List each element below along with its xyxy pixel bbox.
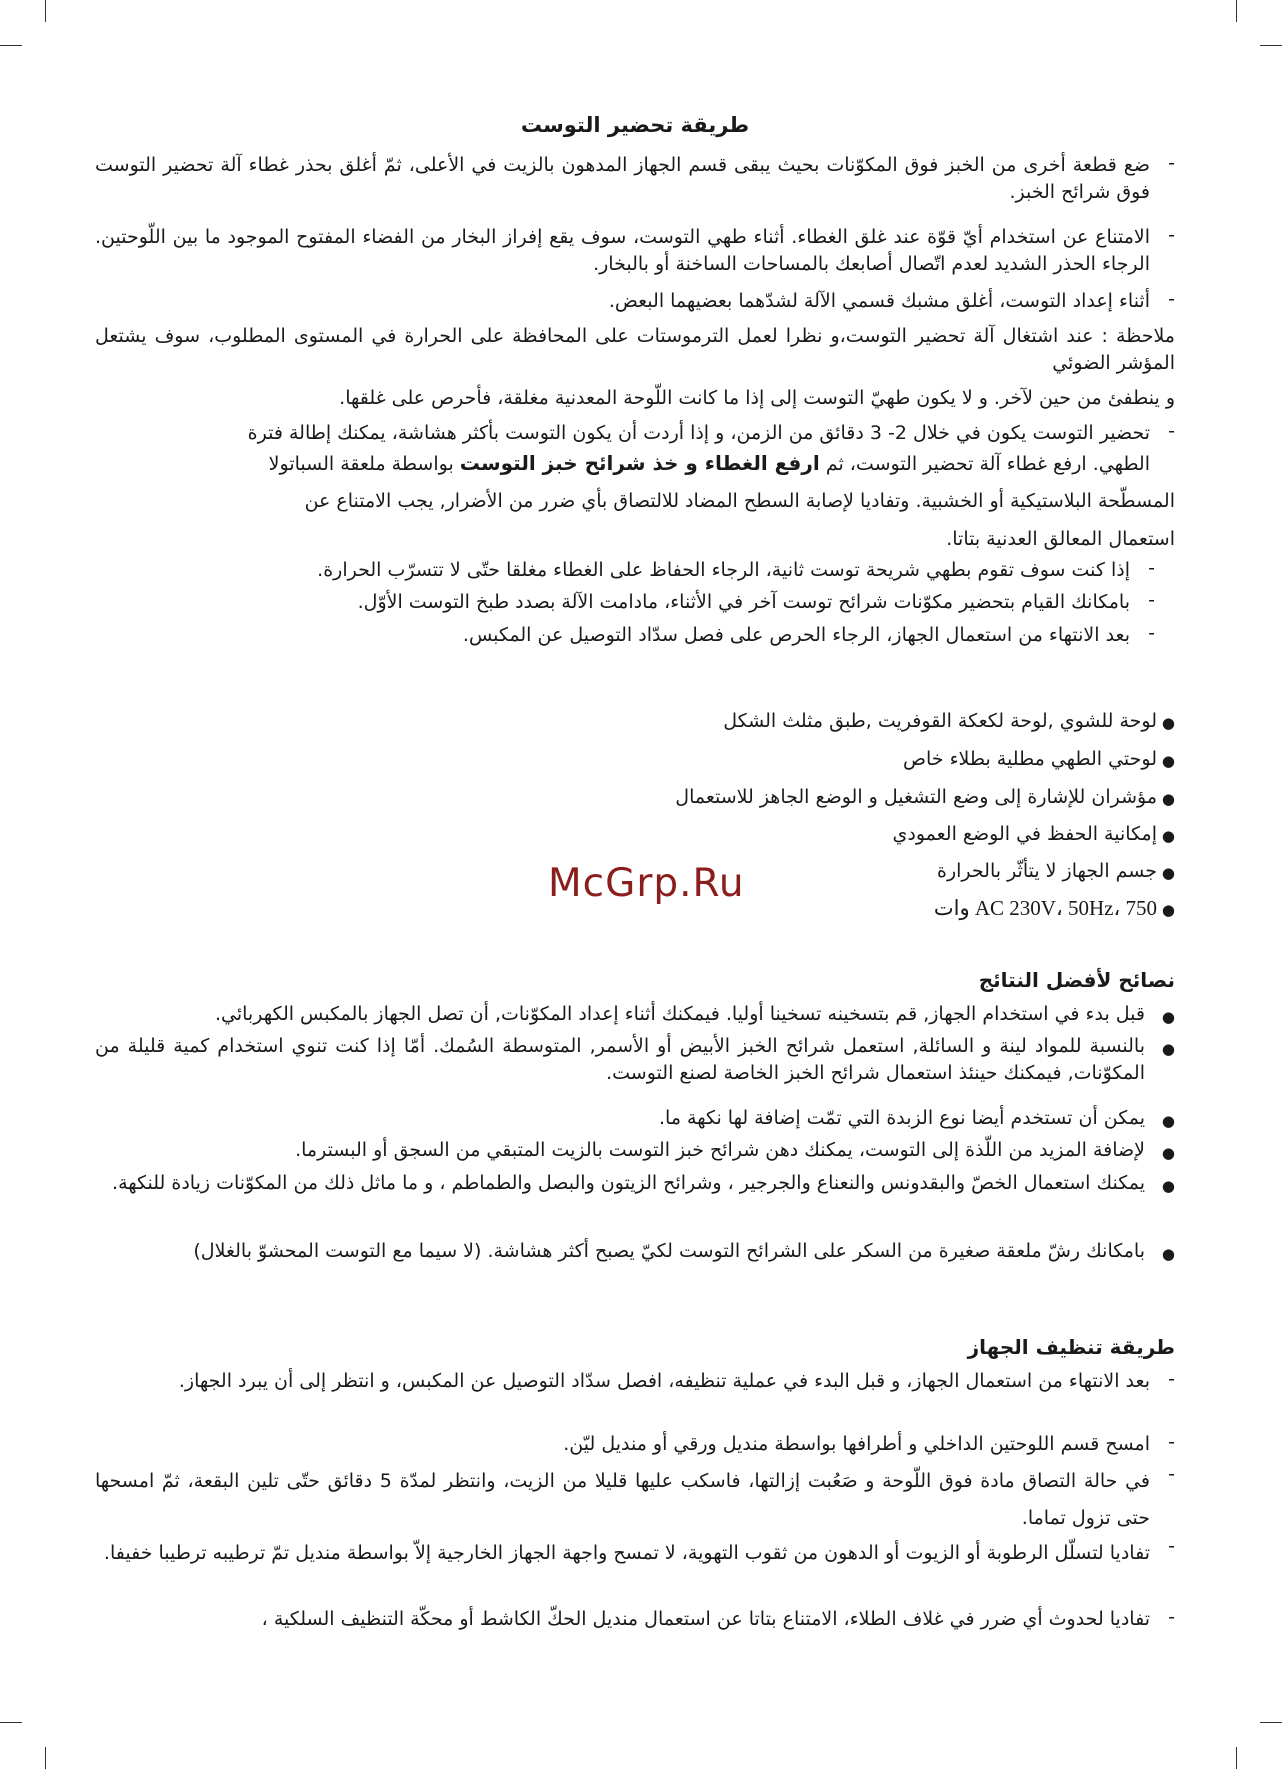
feature-item: لوحة للشوي ,لوحة لكعكة القوفريت ,طبق مثلث الشكل [723,710,1157,732]
crop-mark [0,45,22,46]
text-run: بواسطة ملعقة السباتولا [268,453,460,475]
crop-mark [1260,1722,1282,1723]
list-dash: - [1148,589,1155,611]
feature-item: إمكانية الحفظ في الوضع العمودي [892,823,1157,845]
bullet-dot: ● [1161,714,1175,732]
list-item-continued [95,450,1150,478]
bullet-dot: ● [1161,1112,1175,1130]
crop-mark [1236,1747,1237,1769]
note-paragraph: و ينطفئ من حين لآخر. و لا يكون طهيّ التوست إلى إذا ما كانت اللّوحة المعدنية مغلقة، فأحرص على غلقها. [339,387,1175,409]
list-dash: - [1168,288,1175,310]
bullet-dot: ● [1161,790,1175,808]
crop-mark [0,1722,22,1723]
feature-item: جسم الجهاز لا يتأثّر بالحرارة [937,860,1157,882]
list-dash: - [1168,224,1175,246]
list-item-continued: المسطّحة البلاستيكية أو الخشبية. وتفاديا لإصابة السطح المضاد للالتصاق بأي ضرر من الأضرار, يجب الامتناع عن [304,490,1175,512]
section-title-tips: نصائح لأفضل النتائج [978,968,1175,992]
bullet-dot: ● [1161,901,1175,919]
tip-item: بالنسبة للمواد لينة و السائلة, استعمل شرائح الخبز الأبيض أو الأسمر, المتوسطة السُمك. أمّا إذا كنت تنوي استخدام كمية قليلة من المكوّنات, فيمكنك حينئذ استعمال شرائح الخبز الخاصة لصنع التوست. [95,1035,1145,1084]
list-item: ضع قطعة أخرى من الخبز فوق المكوّنات بحيث يبقى قسم الجهاز المدهون بالزيت في الأعلى، ثمّ أغلق بحذر غطاء آلة تحضير التوست فوق شرائح الخبز. [95,154,1150,203]
text-run-bold: ارفع الغطاء و خذ شرائح خبز التوست [459,451,820,475]
cleaning-item: تفاديا لحدوث أي ضرر في غلاف الطلاء، الامتناع بتاتا عن استعمال منديل الحكّ الكاشط أو محكّة التنظيف السلكية ، [261,1608,1150,1630]
cleaning-item: في حالة التصاق مادة فوق اللّوحة و صَعُبت إزالتها، فاسكب عليها قليلا من الزيت، وانتظر لمدّة 5 دقائق حتّى تلين البقعة، ثمّ امسحها حتى تزول تماما. [95,1470,1151,1529]
tip-item: لإضافة المزيد من اللّذة إلى التوست، يمكنك دهن شرائح خبز التوست بالزيت المتبقي من السجق أو البسترما. [295,1139,1145,1161]
list-dash: - [1148,622,1155,644]
tip-item: بامكانك رشّ ملعقة صغيرة من السكر على الشرائح التوست لكيّ يصبح أكثر هشاشة. (لا سيما مع التوست المحشوّ بالغلال) [193,1240,1145,1262]
crop-mark [1260,45,1282,46]
list-dash: - [1168,1606,1175,1628]
crop-mark [45,0,46,22]
list-dash: - [1168,1535,1175,1557]
list-item: بعد الانتهاء من استعمال الجهاز، الرجاء الحرص على فصل سدّاد التوصيل عن المكبس. [462,624,1130,646]
list-item: الامتناع عن استخدام أيّ قوّة عند غلق الغطاء. أثناء طهي التوست، سوف يقع إفراز البخار من الفضاء المفتوح الموجود ما بين اللّوحتين. الرجاء الحذر الشديد لعدم اتّصال أصابعك بالمساحات الساخنة أو بالبخار. [95,226,1150,275]
cleaning-item: امسح قسم اللوحتين الداخلي و أطرافها بواسطة منديل ورقي أو منديل ليّن. [563,1433,1150,1455]
bullet-dot: ● [1161,1245,1175,1263]
list-dash: - [1168,1368,1175,1390]
list-item: إذا كنت سوف تقوم بطهي شريحة توست ثانية، الرجاء الحفاظ على الغطاء مغلقا حتّى لا تتسرّب الحرارة. [317,559,1130,581]
watermark-text: McGrp.Ru [548,861,745,906]
list-item-continued: استعمال المعالق العدنية بتاتا. [946,528,1175,550]
cleaning-item: بعد الانتهاء من استعمال الجهاز، و قبل البدء في عملية تنظيفه، افصل سدّاد التوصيل عن المكبس، و انتظر إلى أن يبرد الجهاز. [178,1370,1150,1392]
feature-item: AC 230V، 50Hz، 750 وات [933,896,1157,920]
tip-item: يمكنك استعمال الخصّ والبقدونس والنعناع والجرجير ، وشرائح الزيتون والبصل والطماطم ، و ما ماثل ذلك من المكوّنات زيادة للنكهة. [112,1172,1145,1194]
crop-mark [1236,0,1237,22]
list-item: تحضير التوست يكون في خلال 2- 3 دقائق من الزمن، و إذا أردت أن يكون التوست بأكثر هشاشة، يمكنك إطالة فترة [247,422,1150,444]
list-dash: - [1168,1463,1175,1485]
list-dash: - [1148,557,1155,579]
text-run: الطهي. ارفع غطاء آلة تحضير التوست، ثم [819,453,1150,475]
cleaning-item: تفاديا لتسلّل الرطوبة أو الزيوت أو الدهون من ثقوب التهوية، لا تمسح واجهة الجهاز الخارجية إلاّ بواسطة منديل تمّ ترطيبه ترطيبا خفيفا. [103,1542,1150,1564]
bullet-dot: ● [1161,827,1175,845]
bullet-dot: ● [1161,1008,1175,1026]
bullet-dot: ● [1161,1144,1175,1162]
bullet-dot: ● [1161,1040,1175,1058]
list-item: أثناء إعداد التوست، أغلق مشبك قسمي الآلة لشدّهما بعضيهما البعض. [608,290,1150,312]
list-dash: - [1168,152,1175,174]
feature-item: مؤشران للإشارة إلى وضع التشغيل و الوضع الجاهز للاستعمال [675,786,1157,808]
list-dash: - [1168,1431,1175,1453]
bullet-dot: ● [1161,1177,1175,1195]
section-title-cleaning: طريقة تنظيف الجهاز [967,1335,1175,1359]
tip-item: قبل بدء في استخدام الجهاز, قم بتسخينه تسخينا أوليا. فيمكنك أثناء إعداد المكوّنات, أن تصل الجهاز بالمكبس الكهربائي. [214,1003,1145,1025]
bullet-dot: ● [1161,864,1175,882]
section-title-toast: طريقة تحضير التوست [520,113,750,137]
feature-item: لوحتي الطهي مطلية بطلاء خاص [903,748,1157,770]
crop-mark [45,1747,46,1769]
list-dash: - [1168,420,1175,442]
note-paragraph: ملاحظة : عند اشتغال آلة تحضير التوست،و نظرا لعمل الترموستات على المحافظة على الحرارة في المستوى المطلوب، سوف يشتعل المؤشر الضوئي [95,325,1175,374]
list-item: بامكانك القيام بتحضير مكوّنات شرائح توست آخر في الأثناء، مادامت الآلة بصدد طبخ التوست الأوّل. [357,591,1130,613]
tip-item: يمكن أن تستخدم أيضا نوع الزبدة التي تمّت إضافة لها نكهة ما. [658,1107,1145,1129]
bullet-dot: ● [1161,752,1175,770]
